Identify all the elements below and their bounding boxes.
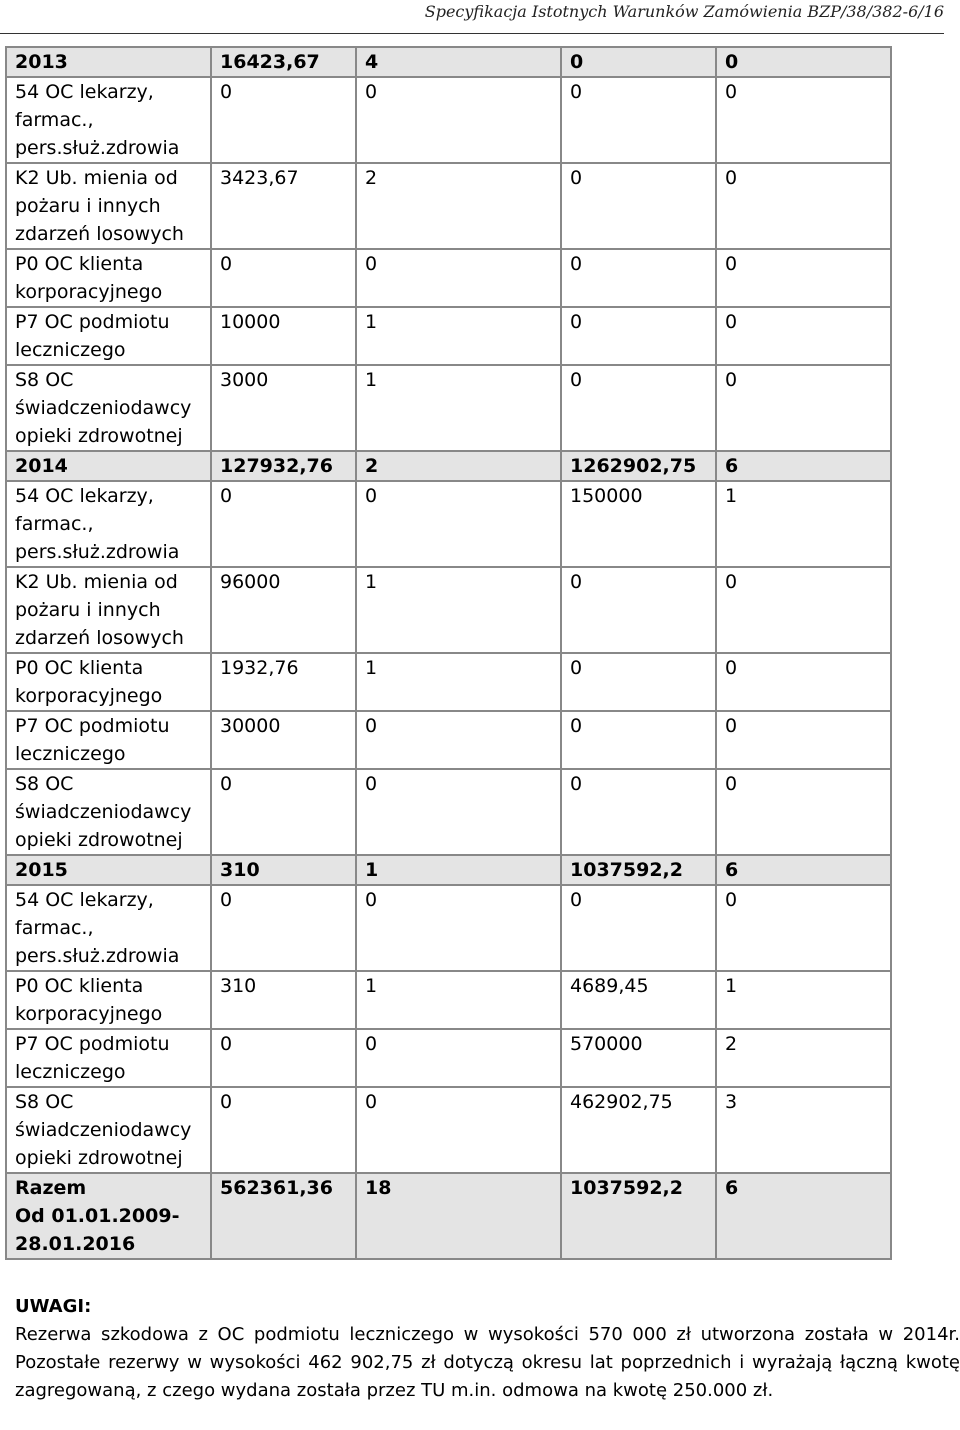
amount-cell: 562361,36	[211, 1173, 356, 1259]
reserve-cell: 1037592,2	[561, 1173, 716, 1259]
amount-cell: 0	[211, 481, 356, 567]
table-row	[6, 481, 891, 567]
row-label: 2013	[6, 47, 211, 77]
amount-cell: 10000	[211, 307, 356, 365]
row-label: P7 OC podmiotu leczniczego	[6, 711, 211, 769]
row-label: P0 OC klienta korporacyjnego	[6, 249, 211, 307]
reserve-cell: 0	[561, 249, 716, 307]
reserve-cell: 0	[561, 47, 716, 77]
count-cell: 1	[356, 567, 561, 653]
amount-cell: 0	[211, 77, 356, 163]
reserve-count-cell: 0	[716, 249, 891, 307]
row-label: S8 OC świadczeniodawcy opieki zdrowotnej	[6, 1087, 211, 1173]
header-title: Specyfikacja Istotnych Warunków Zamówienia BZP/38/382-6/16	[424, 2, 944, 21]
reserve-count-cell: 2	[716, 1029, 891, 1087]
table-row	[6, 365, 891, 451]
claims-table	[5, 46, 892, 1260]
reserve-count-cell: 0	[716, 77, 891, 163]
reserve-cell: 0	[561, 163, 716, 249]
header-divider	[0, 33, 944, 34]
reserve-count-cell: 6	[716, 855, 891, 885]
reserve-cell: 0	[561, 77, 716, 163]
count-cell: 18	[356, 1173, 561, 1259]
row-label: 2015	[6, 855, 211, 885]
amount-cell: 1932,76	[211, 653, 356, 711]
amount-cell: 16423,67	[211, 47, 356, 77]
reserve-cell: 0	[561, 769, 716, 855]
table-row	[6, 769, 891, 855]
reserve-cell: 0	[561, 711, 716, 769]
notes-section	[15, 1293, 960, 1405]
table-row	[6, 653, 891, 711]
amount-cell: 3423,67	[211, 163, 356, 249]
table-row	[6, 163, 891, 249]
reserve-cell: 462902,75	[561, 1087, 716, 1173]
reserve-cell: 1262902,75	[561, 451, 716, 481]
reserve-count-cell: 0	[716, 307, 891, 365]
count-cell: 4	[356, 47, 561, 77]
amount-cell: 30000	[211, 711, 356, 769]
amount-cell: 127932,76	[211, 451, 356, 481]
reserve-count-cell: 0	[716, 567, 891, 653]
row-label: K2 Ub. mienia od pożaru i innych zdarzeń losowych	[6, 163, 211, 249]
reserve-count-cell: 1	[716, 481, 891, 567]
table-row	[6, 1087, 891, 1173]
count-cell: 1	[356, 307, 561, 365]
reserve-cell: 4689,45	[561, 971, 716, 1029]
reserve-cell: 0	[561, 307, 716, 365]
amount-cell: 0	[211, 769, 356, 855]
reserve-count-cell: 0	[716, 885, 891, 971]
count-cell: 0	[356, 249, 561, 307]
reserve-cell: 0	[561, 885, 716, 971]
count-cell: 0	[356, 481, 561, 567]
row-label: P0 OC klienta korporacyjnego	[6, 653, 211, 711]
count-cell: 2	[356, 451, 561, 481]
amount-cell: 0	[211, 249, 356, 307]
row-label: K2 Ub. mienia od pożaru i innych zdarzeń losowych	[6, 567, 211, 653]
amount-cell: 0	[211, 1029, 356, 1087]
table-row	[6, 567, 891, 653]
row-label: 54 OC lekarzy, farmac., pers.służ.zdrowia	[6, 481, 211, 567]
count-cell: 1	[356, 365, 561, 451]
count-cell: 0	[356, 769, 561, 855]
row-label: S8 OC świadczeniodawcy opieki zdrowotnej	[6, 365, 211, 451]
row-label: 54 OC lekarzy, farmac., pers.służ.zdrowia	[6, 885, 211, 971]
year-row	[6, 47, 891, 77]
notes-title: UWAGI:	[15, 1296, 92, 1317]
amount-cell: 310	[211, 855, 356, 885]
reserve-cell: 0	[561, 567, 716, 653]
count-cell: 1	[356, 971, 561, 1029]
count-cell: 1	[356, 653, 561, 711]
reserve-count-cell: 6	[716, 451, 891, 481]
amount-cell: 310	[211, 971, 356, 1029]
table-row	[6, 711, 891, 769]
reserve-count-cell: 0	[716, 769, 891, 855]
count-cell: 0	[356, 885, 561, 971]
count-cell: 0	[356, 711, 561, 769]
total-row	[6, 1173, 891, 1259]
amount-cell: 0	[211, 885, 356, 971]
reserve-count-cell: 0	[716, 163, 891, 249]
reserve-count-cell: 0	[716, 653, 891, 711]
reserve-cell: 0	[561, 653, 716, 711]
table-row	[6, 249, 891, 307]
reserve-cell: 570000	[561, 1029, 716, 1087]
reserve-count-cell: 0	[716, 365, 891, 451]
reserve-count-cell: 0	[716, 47, 891, 77]
reserve-count-cell: 6	[716, 1173, 891, 1259]
claims-table-body	[6, 47, 891, 1259]
reserve-cell: 1037592,2	[561, 855, 716, 885]
row-label: P0 OC klienta korporacyjnego	[6, 971, 211, 1029]
reserve-count-cell: 1	[716, 971, 891, 1029]
count-cell: 1	[356, 855, 561, 885]
row-label: Razem Od 01.01.2009- 28.01.2016	[6, 1173, 211, 1259]
reserve-cell: 150000	[561, 481, 716, 567]
row-label: 2014	[6, 451, 211, 481]
table-row	[6, 1029, 891, 1087]
count-cell: 0	[356, 77, 561, 163]
table-row	[6, 885, 891, 971]
reserve-count-cell: 0	[716, 711, 891, 769]
year-row	[6, 451, 891, 481]
row-label: P7 OC podmiotu leczniczego	[6, 1029, 211, 1087]
count-cell: 0	[356, 1029, 561, 1087]
row-label: S8 OC świadczeniodawcy opieki zdrowotnej	[6, 769, 211, 855]
amount-cell: 3000	[211, 365, 356, 451]
page-header	[0, 0, 944, 34]
amount-cell: 0	[211, 1087, 356, 1173]
table-row	[6, 77, 891, 163]
notes-body: Rezerwa szkodowa z OC podmiotu leczniczego w wysokości 570 000 zł utworzona została w 2014r. Pozostałe rezerwy w wysokości 462 902,75 zł dotyczą okresu lat poprzednich i wyrażają łączną kwotę zagregowaną, z czego wydana została przez TU m.in. odmowa na kwotę 250.000 zł.	[15, 1324, 960, 1401]
table-row	[6, 971, 891, 1029]
reserve-count-cell: 3	[716, 1087, 891, 1173]
year-row	[6, 855, 891, 885]
amount-cell: 96000	[211, 567, 356, 653]
row-label: 54 OC lekarzy, farmac., pers.służ.zdrowia	[6, 77, 211, 163]
table-row	[6, 307, 891, 365]
reserve-cell: 0	[561, 365, 716, 451]
count-cell: 0	[356, 1087, 561, 1173]
count-cell: 2	[356, 163, 561, 249]
row-label: P7 OC podmiotu leczniczego	[6, 307, 211, 365]
